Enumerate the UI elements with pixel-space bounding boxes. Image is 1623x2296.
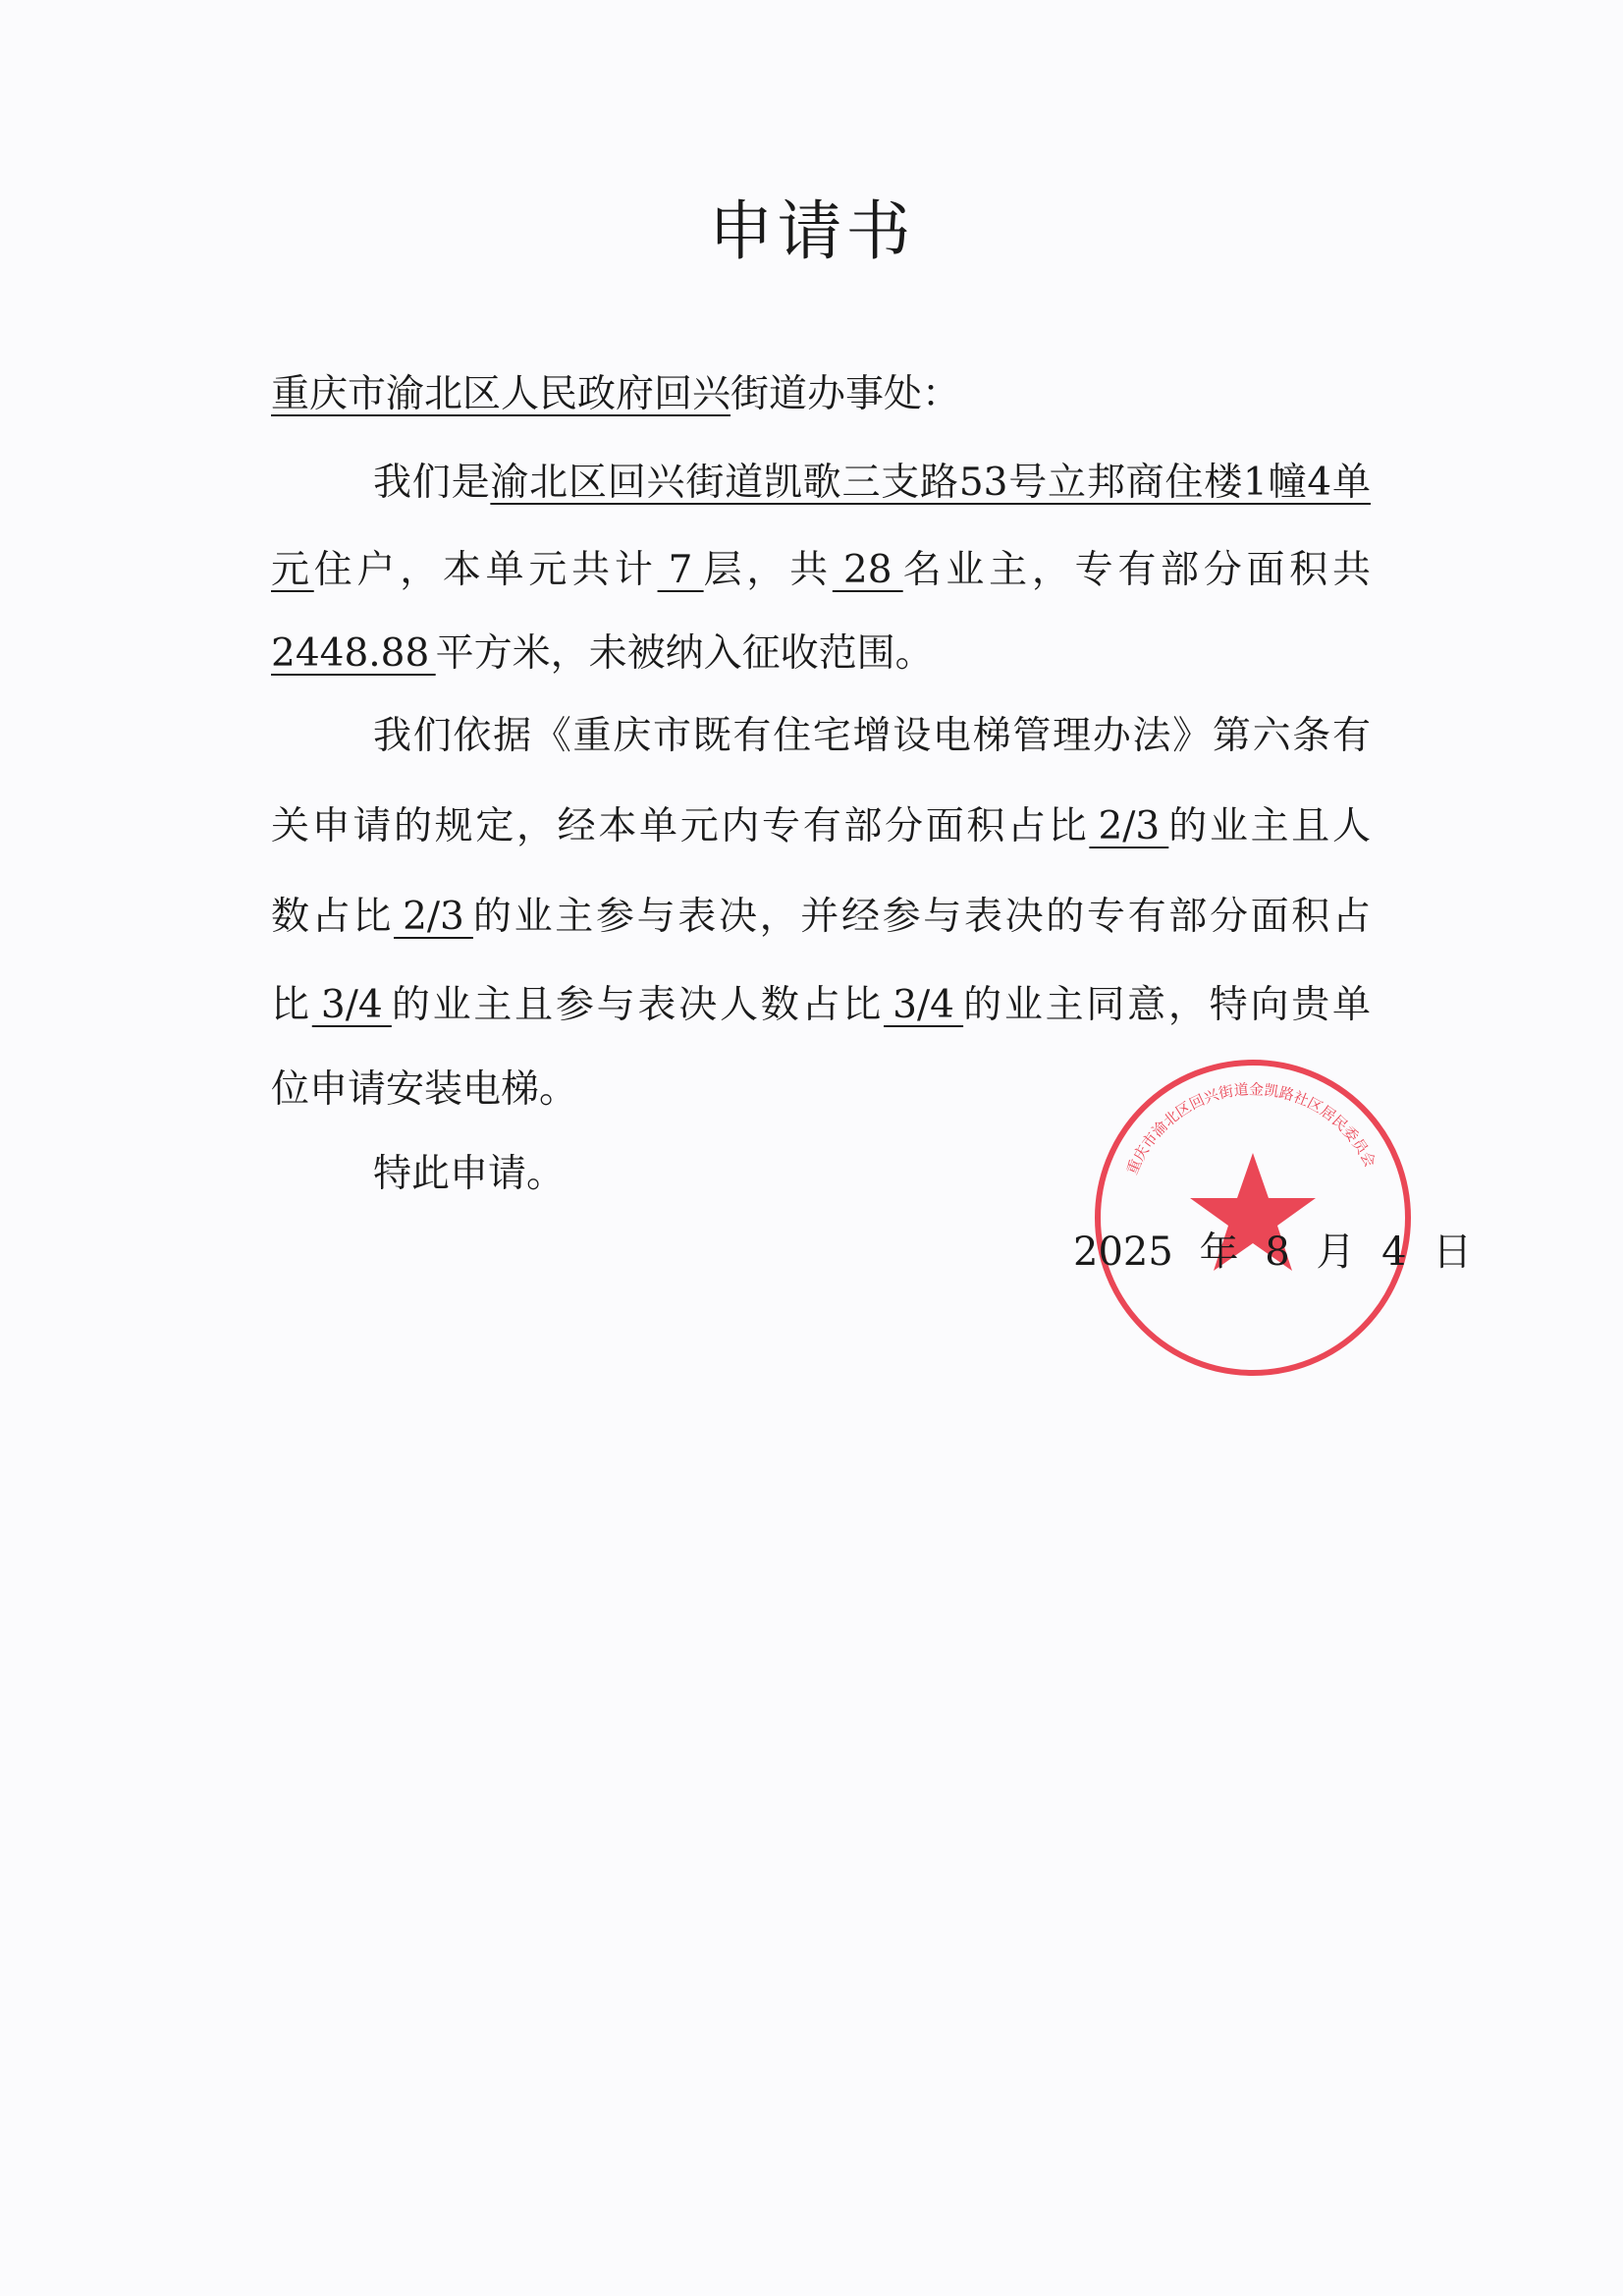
filled-blank: 3/4 [311,983,392,1027]
text-segment: 数占比 [271,895,395,939]
text-segment: 的业主参与表决，并经参与表决的专有部分面积占 [472,895,1371,939]
text-line [271,625,934,683]
text-segment: 的业主且人 [1168,804,1371,848]
text-line [271,541,1371,600]
date-text: 2025 年 8 月 4 日 [1073,1230,1473,1275]
text-segment: 住户，本单元共计 [313,548,658,592]
text-segment: 的业主且参与表决人数占比 [391,983,885,1027]
filled-blank: 2/3 [394,895,473,939]
text-segment: 我们是 [373,461,491,505]
filled-blank: 渝北区回兴街道凯歌三支路53号立邦商住楼1幢4单 [490,461,1371,505]
text-segment: 的业主同意，特向贵单 [963,983,1371,1027]
filled-blank: 2448.88 [271,631,436,676]
filled-blank: 元 [271,548,314,592]
filled-blank: 7 [657,548,704,592]
closing-text: 特此申请。 [373,1152,566,1196]
text-line [271,1061,577,1120]
text-segment: 比 [271,983,312,1027]
filled-blank: 重庆市渝北区人民政府回兴 [271,372,731,416]
text-segment: 层，共 [703,548,833,592]
text-segment: 街道办事处： [730,372,961,416]
text-segment: 平方米，未被纳入征收范围。 [435,631,934,676]
text-line [271,797,1371,856]
text-line [373,454,1371,513]
seal-text: 重庆市渝北区回兴街道金凯路社区居民委员会 [1122,1080,1380,1177]
filled-blank: 2/3 [1089,804,1169,848]
text-segment: 名业主，专有部分面积共 [902,548,1371,592]
text-segment: 关申请的规定，经本单元内专有部分面积占比 [271,804,1090,848]
filled-blank: 3/4 [884,983,964,1027]
filled-blank: 28 [832,548,903,592]
text-line [373,707,1371,766]
text-line [271,976,1371,1035]
text-segment: 位申请安装电梯。 [271,1067,578,1112]
text-line [271,888,1371,947]
official-seal-stamp [1090,1055,1416,1381]
text-segment: 我们依据《重庆市既有住宅增设电梯管理办法》第六条有 [373,714,1371,758]
text-line [271,365,960,424]
document-title: 申请书 [708,193,915,269]
